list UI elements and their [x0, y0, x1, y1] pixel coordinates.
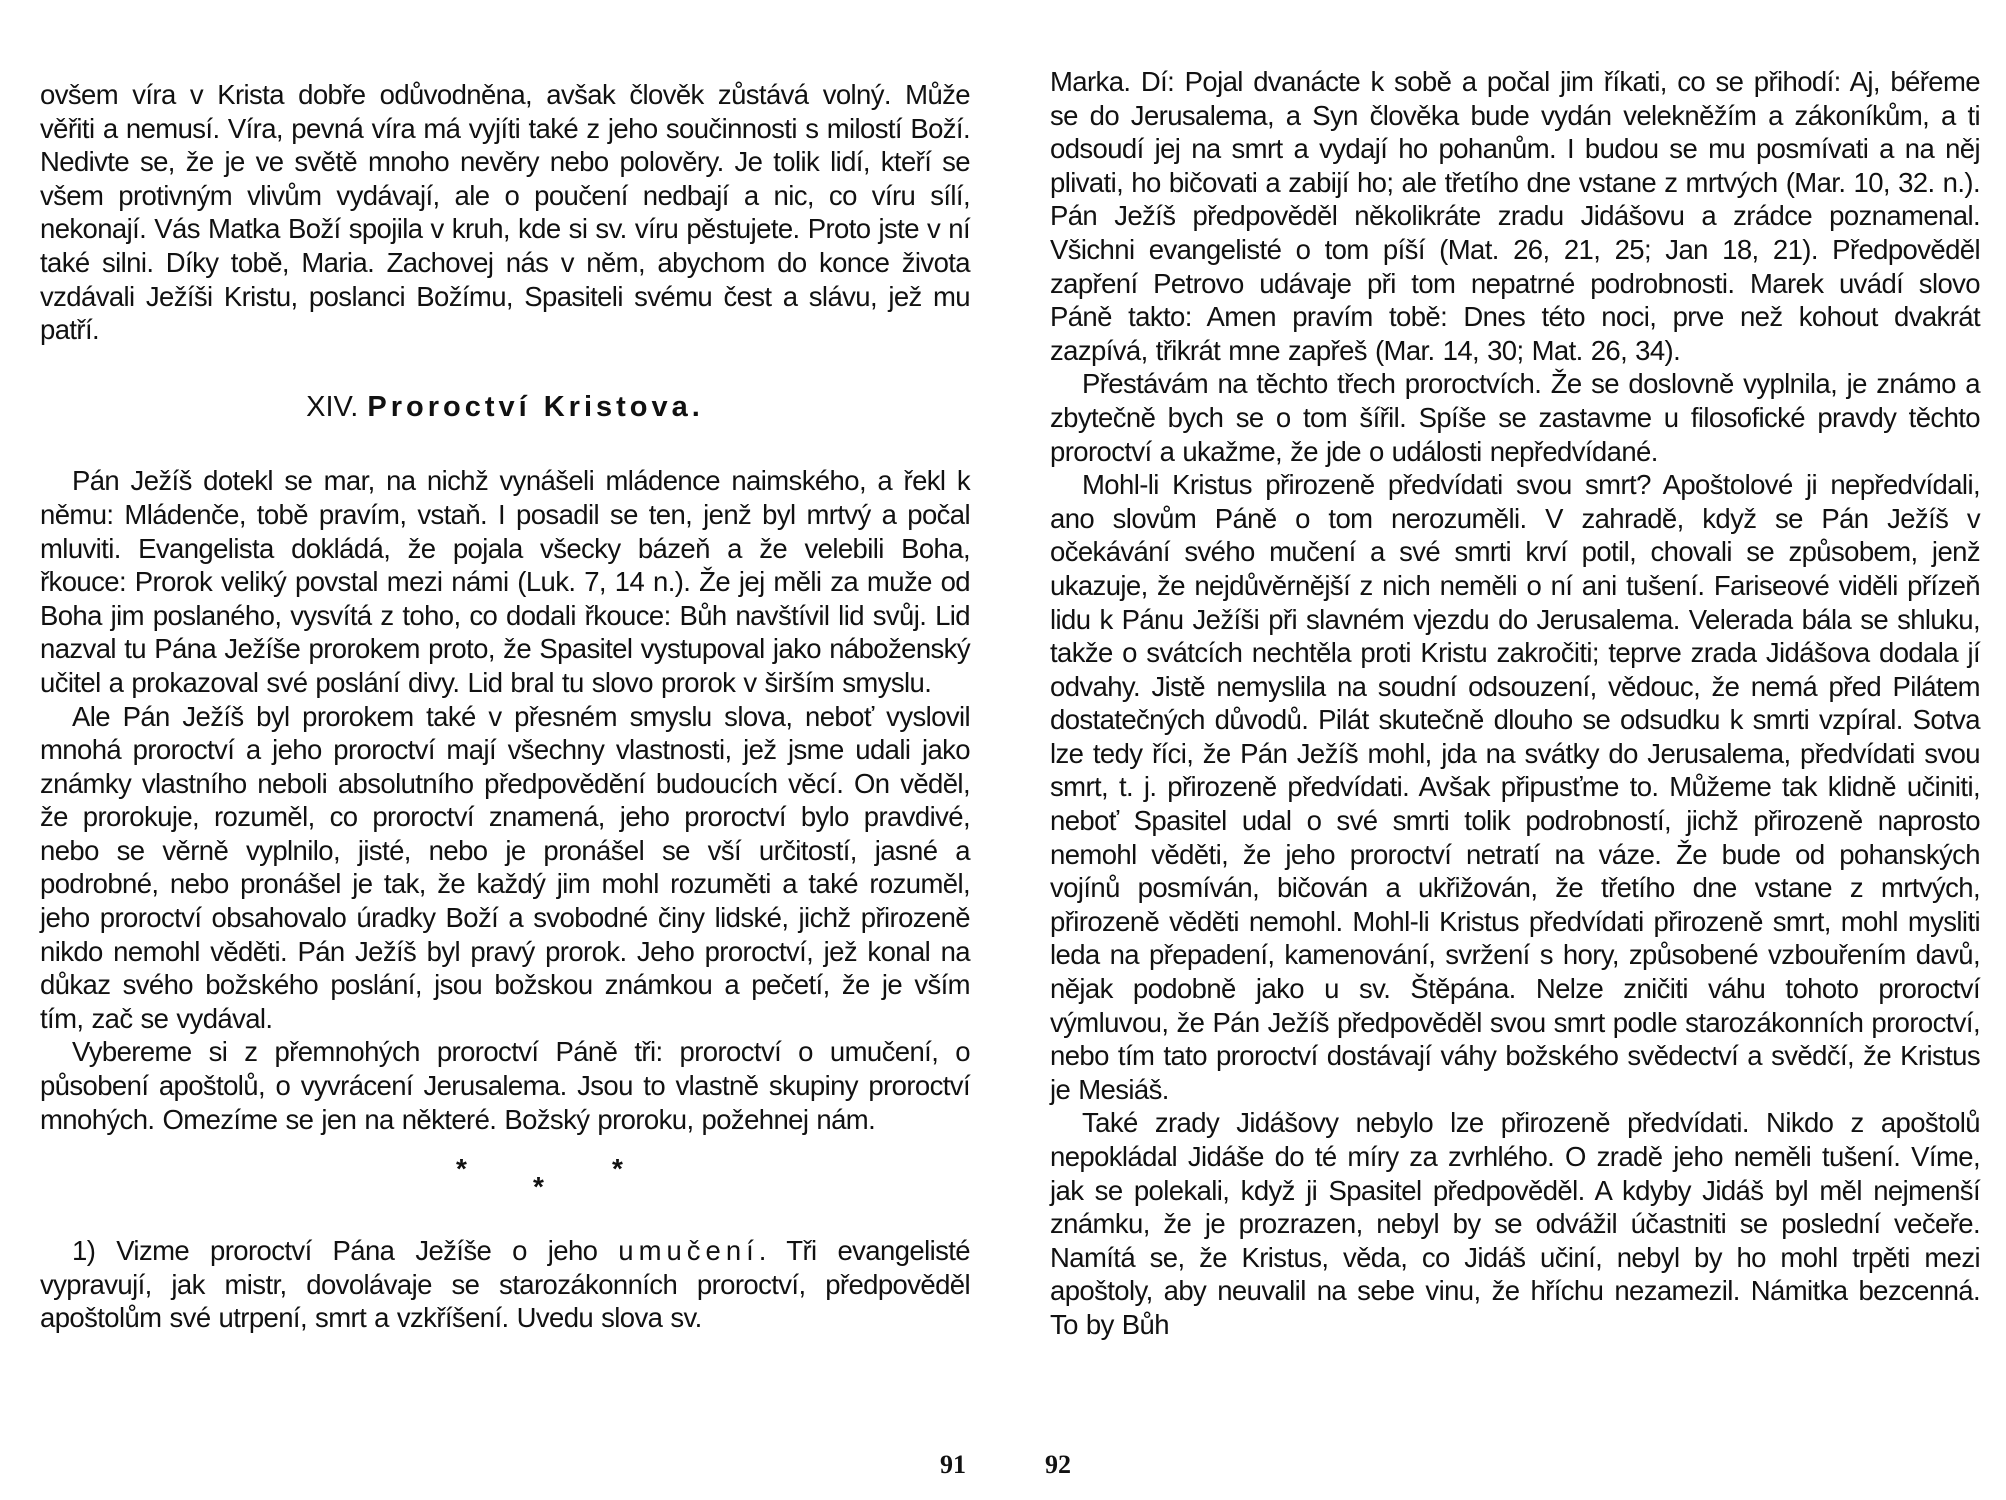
chapter-number: XIV. — [306, 390, 359, 423]
right-page-text — [1050, 65, 1980, 1342]
left-page-text — [40, 78, 970, 1335]
asterisk: * — [456, 1153, 467, 1185]
emphasized-word: umučení — [618, 1235, 759, 1267]
paragraph-suffix: . Tři evangelisté vypravují, jak mistr, dovolávaje se starozákonních proroctví, předpověděl apoštolům své utrpení, smrt a vzkříšení. Uvedu slova sv. — [40, 1235, 970, 1334]
paragraph: Ale Pán Ježíš byl prorokem také v přesném smyslu slova, neboť vyslovil mnohá proroctví a jeho proroctví mají všechny vlastnosti, jež jsme udali jako známky vlastního neboli absolutního předpovědění budoucích věcí. On věděl, že prorokuje, rozuměl, co proroctví znamená, jeho proroctví bylo pravdivé, nebo se věrně vyplnilo, jisté, nebo je pronášel se vší určitostí, jasné a podrobné, nebo pronášel je tak, že každý jim mohl rozuměti a také rozuměl, jeho proroctví obsahovalo úradky Boží a svobodné činy lidské, jichž přirozeně nikdo nemohl věděti. Pán Ježíš byl pravý prorok. Jeho proroctví, jež konal na důkaz svého božského poslání, jsou božskou známkou a pečetí, že je vším tím, zač se vydával. — [40, 700, 970, 1034]
paragraph-continuation: Marka. Dí: Pojal dvanácte k sobě a počal jim říkati, co se přihodí: Aj, béřeme se do Jerusalema, a Syn člověka bude vydán velekněžím a zákoníkům, a ti odsoudí jej na smrt a vydají ho pohanům. I budou se mu posmívati a na něj plivati, ho bičovati a zabijí ho; ale třetího dne vstane z mrtvých (Mar. 10, 32. n.). Pán Ježíš předpověděl několikráte zradu Jidášovu a zrádce poznamenal. Všichni evangelisté o tom píší (Mat. 26, 21, 25; Jan 18, 21). Předpověděl zapření Petrovo udávaje při tom nepatrné podrobnosti. Marek uvádí slovo Páně takto: Amen pravím tobě: Dnes této noci, prve než kohout dvakrát zazpívá, třikrát mne zapřeš (Mar. 14, 30; Mat. 26, 34). — [1050, 66, 1980, 366]
page-number: 91 — [940, 1450, 966, 1479]
numbered-paragraph — [40, 1234, 970, 1335]
paragraph: Také zrady Jidášovy nebylo lze přirozeně předvídati. Nikdo z apoštolů nepokládal Jidáše do té míry za zvrhlého. O zradě jeho neměli tušení. Víme, jak se polekali, když ji Spasitel předpověděl. A kdyby Jidáš byl měl nejmenší známku, že je prozrazen, nebyl by se odvážil účastniti se poslední večeře. Namítá se, že Kristus, věda, co Jidáš učiní, nebyl by ho mohl trpěti mezi apoštoly, aby neuvalil na sebe vinu, že hříchu nezamezil. Námitka bezcenná. To by Bůh — [1050, 1107, 1980, 1340]
section-separator — [40, 1146, 970, 1216]
asterisk: * — [612, 1153, 623, 1185]
chapter-heading — [40, 391, 970, 425]
paragraph: Pán Ježíš dotekl se mar, na nichž vynášeli mládence naimského, a řekl k němu: Mládenče, tobě pravím, vstaň. I posadil se ten, jenž byl mrtvý a počal mluviti. Evangelista dokládá, že pojala všecky bázeň a že velebili Boha, řkouce: Prorok veliký povstal mezi námi (Luk. 7, 14 n.). Že jej měli za muže od Boha jim poslaného, vysvítá z toho, co dodali řkouce: Bůh navštívil lid svůj. Lid nazval tu Pána Ježíše prorokem proto, že Spasitel vystupoval jako náboženský učitel a prokazoval své poslání divy. Lid bral tu slovo prorok v širším smyslu. — [40, 465, 970, 698]
chapter-title: Proroctví Kristova. — [367, 390, 704, 423]
paragraph: Vybereme si z přemnohých proroctví Páně tři: proroctví o umučení, o působení apoštolů, o vyvrácení Jerusalema. Jsou to vlastně skupiny proroctví mnohých. Omezíme se jen na některé. Božský proroku, požehnej nám. — [40, 1036, 970, 1135]
paragraph: Mohl-li Kristus přirozeně předvídati svou smrt? Apoštolové ji nepředvídali, ano slovům Páně o tom nerozuměli. V zahradě, když se Pán Ježíš v očekávání svého mučení a své smrti krví potil, chovali se způsobem, jenž ukazuje, že nejdůvěrnější z nich neměli o ní ani tušení. Fariseové viděli přízeň lidu k Pánu Ježíši při slavném vjezdu do Jerusalema. Velerada bála se shluku, takže o svátcích nechtěla proti Kristu zakročiti; teprve zrada Jidášova dodala jí odvahy. Jistě nemyslila na soudní odsouzení, vědouc, že nemá před Pilátem dostatečných důvodů. Pilát skutečně dlouho se odsudku k smrti vzpíral. Sotva lze tedy říci, že Pán Ježíš mohl, jda na svátky do Jerusalema, předvídati svou smrt, t. j. přirozeně předvídati. Avšak připusťme to. Můžeme tak klidně učiniti, neboť Spasitel udal o své smrti tolik podrobností, jichž přirozeně naprosto nemohl věděti, že jeho proroctví netratí na váze. Že bude od pohanských vojínů posmíván, bičován a ukřižován, že třetího dne vstane z mrtvých, přirozeně věděti nemohl. Mohl-li Kristus předvídati přirozeně smrt, mohl mysliti leda na přepadení, kamenování, svržení s hory, způsobené vzbouřením davů, nějak podobně jako u sv. Štěpána. Nelze zničiti váhu tohoto proroctví výmluvou, že Pán Ježíš předpověděl svou smrt podle starozákonních proroctví, nebo tím tato proroctví dostávají váhy božského svědectví a svědčí, že Kristus je Mesiáš. — [1050, 469, 1980, 1105]
page-number: 92 — [1045, 1450, 1071, 1479]
paragraph: Přestávám na těchto třech proroctvích. Že se doslovně vyplnila, je známo a zbytečně bych se o tom šířil. Spíše se zastavme u filosofické pravdy těchto proroctví a ukažme, že jde o události nepředvídané. — [1050, 368, 1980, 467]
paragraph-continuation: ovšem víra v Krista dobře odůvodněna, avšak člověk zůstává volný. Může věřiti a nemusí. Víra, pevná víra má vyjíti také z jeho součinnosti s milostí Boží. Nedivte se, že je ve světě mnoho nevěry nebo polověry. Je tolik lidí, kteří se všem protivným vlivům vydávají, ale o poučení nedbají a nic, co víru sílí, nekonají. Vás Matka Boží spojila v kruh, kde si sv. víru pěstujete. Proto jste v ní také silni. Díky tobě, Maria. Zachovej nás v něm, abychom do konce života vzdávali Ježíši Kristu, poslanci Božímu, Spasiteli svému čest a slávu, jež mu patří. — [40, 79, 970, 346]
asterisk: * — [533, 1171, 544, 1203]
paragraph-prefix: 1) Vizme proroctví Pána Ježíše o jeho — [72, 1235, 619, 1267]
